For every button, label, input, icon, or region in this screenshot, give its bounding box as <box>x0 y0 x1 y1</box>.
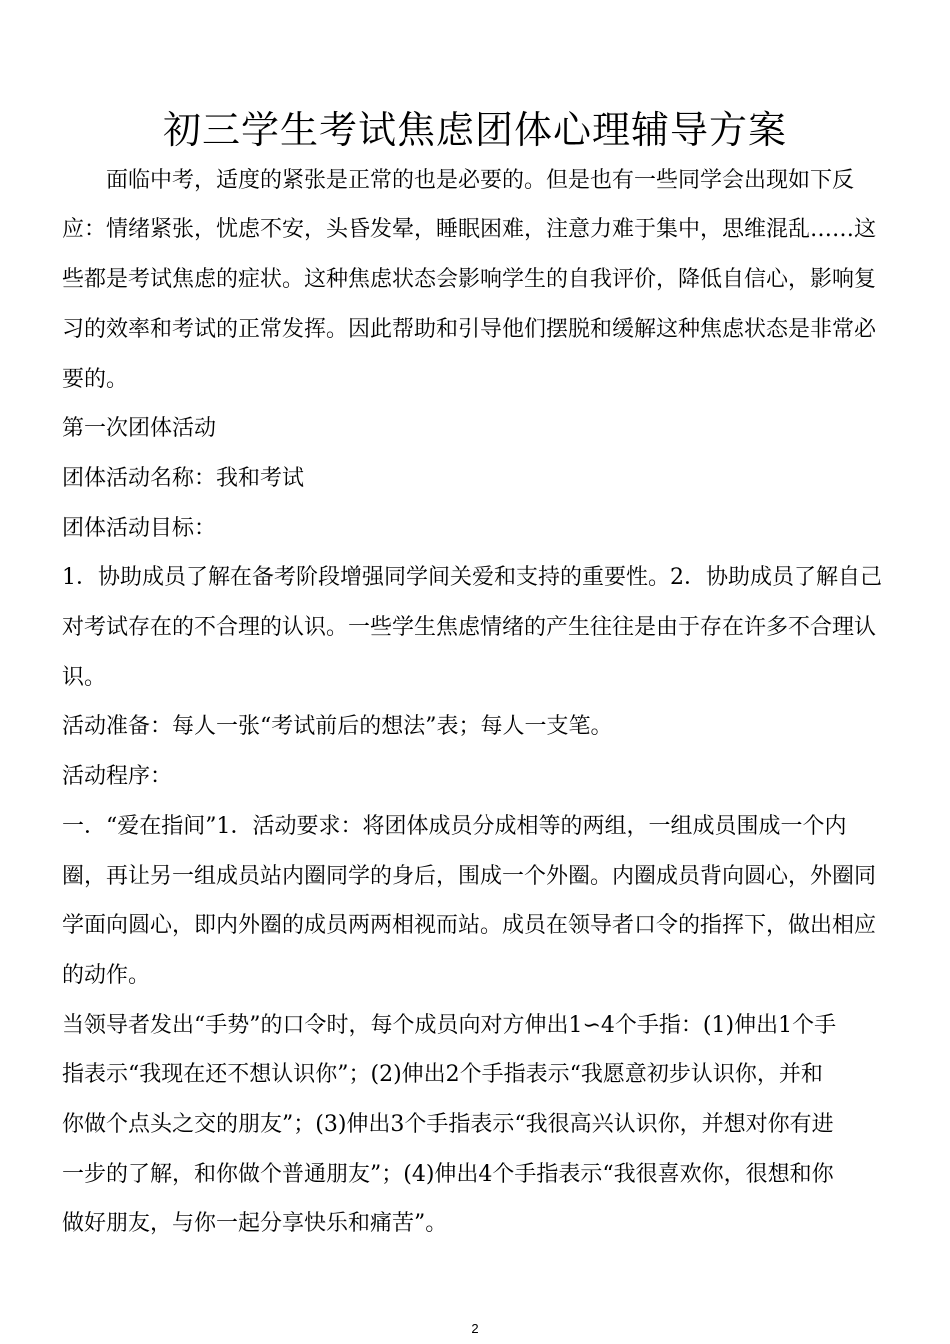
paragraph-line: 指表示“我现在还不想认识你”；(2)伸出2个手指表示“我愿意初步认识你，并和 <box>62 1062 823 1087</box>
paragraph-line: 要的。 <box>62 367 129 392</box>
paragraph-line: 些都是考试焦虑的症状。这种焦虑状态会影响学生的自我评价，降低自信心，影响复 <box>62 267 877 292</box>
paragraph-line: 1．协助成员了解在备考阶段增强同学间关爱和支持的重要性。2．协助成员了解自己 <box>62 565 882 590</box>
document-title: 初三学生考试焦虑团体心理辅导方案 <box>162 108 787 152</box>
paragraph-line: 学面向圆心，即内外圈的成员两两相视而站。成员在领导者口令的指挥下，做出相应 <box>62 913 877 938</box>
activity-name: 团体活动名称：我和考试 <box>62 466 305 491</box>
paragraph-line: 应：情绪紧张，忧虑不安，头昏发晕，睡眠困难，注意力难于集中，思维混乱……这 <box>62 217 877 242</box>
activity-goal-heading: 团体活动目标： <box>62 516 217 541</box>
paragraph-line: 你做个点头之交的朋友”；(3)伸出3个手指表示“我很高兴认识你，并想对你有进 <box>62 1112 834 1137</box>
paragraph-line: 圈，再让另一组成员站内圈同学的身后，围成一个外圈。内圈成员背向圆心，外圈同 <box>62 864 877 889</box>
paragraph-line: 对考试存在的不合理的认识。一些学生焦虑情绪的产生往往是由于存在许多不合理认 <box>62 615 877 640</box>
paragraph-line: 习的效率和考试的正常发挥。因此帮助和引导他们摆脱和缓解这种焦虑状态是非常必 <box>62 317 877 342</box>
activity-preparation: 活动准备：每人一张“考试前后的想法”表；每人一支笔。 <box>62 714 613 739</box>
paragraph-line: 当领导者发出“手势”的口令时，每个成员向对方伸出1∽4个手指：(1)伸出1个手 <box>62 1013 837 1038</box>
paragraph-line: 做好朋友，与你一起分享快乐和痛苦”。 <box>62 1211 448 1236</box>
page-number: 2 <box>471 1321 479 1336</box>
paragraph-line: 一步的了解，和你做个普通朋友”；(4)伸出4个手指表示“我很喜欢你，很想和你 <box>62 1162 834 1187</box>
paragraph-line: 识。 <box>62 665 107 690</box>
paragraph-line: 一．“爱在指间”1．活动要求：将团体成员分成相等的两组，一组成员围成一个内 <box>62 814 847 839</box>
paragraph-line: 面临中考，适度的紧张是正常的也是必要的。但是也有一些同学会出现如下反 <box>62 168 855 193</box>
section-heading: 第一次团体活动 <box>62 416 217 441</box>
paragraph-line: 的动作。 <box>62 963 151 988</box>
activity-procedure-heading: 活动程序： <box>62 764 173 789</box>
